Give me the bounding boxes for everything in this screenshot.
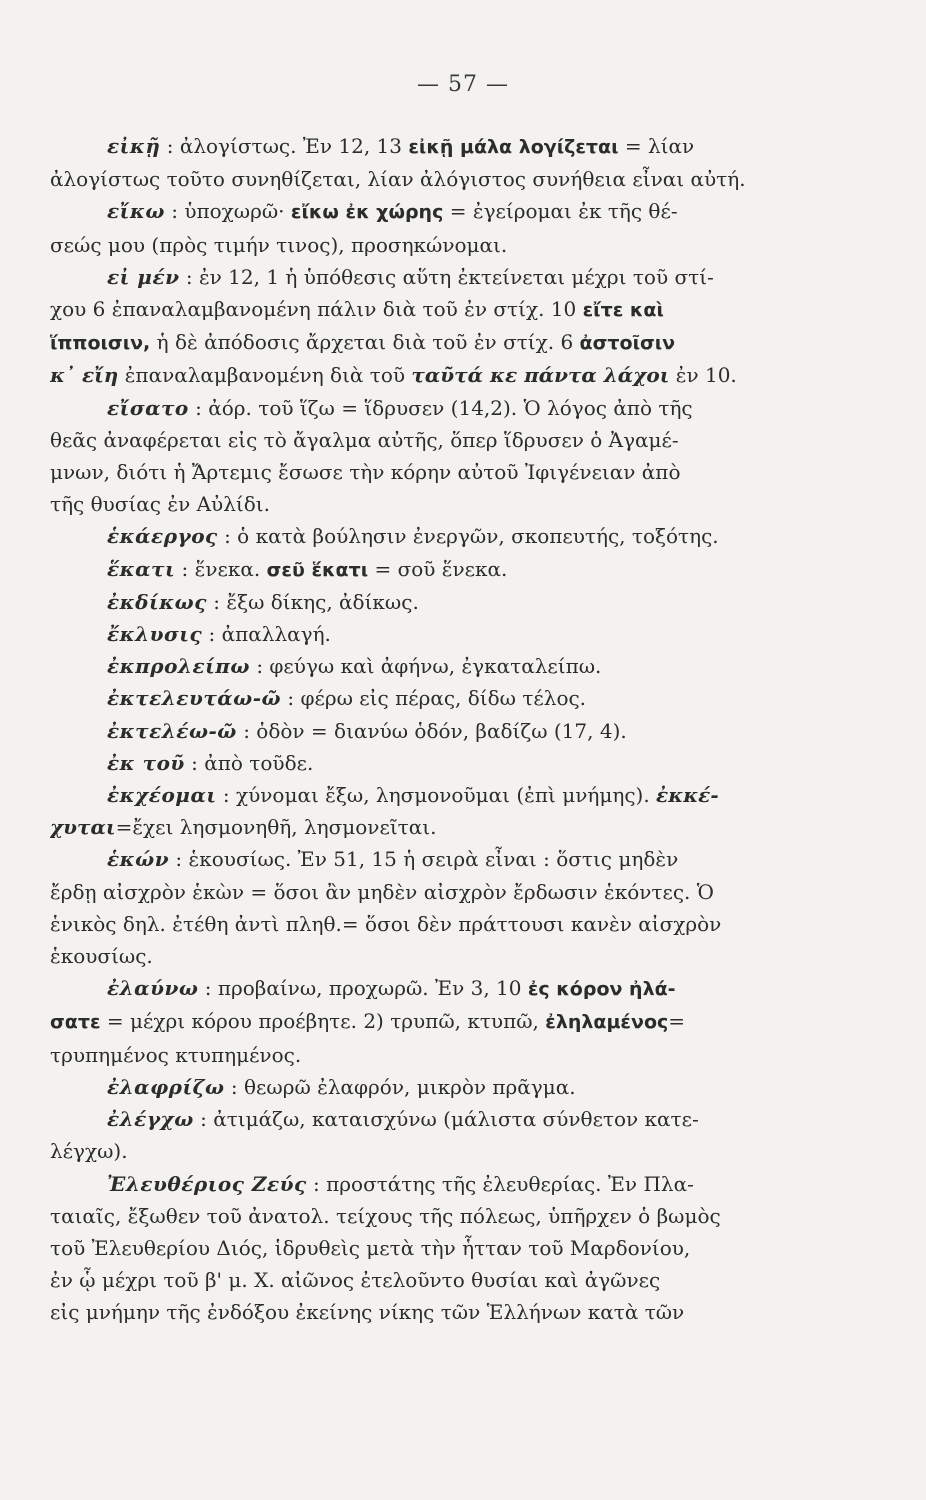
quoted-phrase: σεῦ ἕκατι bbox=[266, 558, 369, 581]
definition-text: : προστάτης τῆς ἐλευθερίας. Ἐν Πλα- bbox=[306, 1171, 694, 1196]
entry-line bbox=[50, 1200, 767, 1232]
entry-line bbox=[107, 195, 767, 228]
quoted-phrase: σατε bbox=[50, 1011, 101, 1034]
quoted-phrase: ἐς κόρον ἠλά- bbox=[527, 978, 676, 1001]
entry-line bbox=[50, 359, 767, 391]
quoted-phrase: εἰκῇ μάλα λογίζεται bbox=[408, 136, 619, 158]
definition-text: ἀλογίστως τοῦτο συνηθίζεται, λίαν ἀλόγιστος συνήθεια εἶναι αὐτή. bbox=[50, 167, 746, 192]
headword: ἐκδίκως bbox=[107, 589, 207, 614]
definition-text: χου 6 ἐπαναλαμβανομένη πάλιν διὰ τοῦ ἐν στίχ. 10 bbox=[50, 297, 583, 322]
definition-text: : ἀπὸ τοῦδε. bbox=[184, 750, 314, 775]
definition-text: = λίαν bbox=[618, 134, 695, 158]
entry-eiko bbox=[50, 195, 767, 260]
definition-text: ἐν ᾧ μέχρι τοῦ β' μ. Χ. αἰῶνος ἐτελοῦντο θυσίαι καὶ ἀγῶνες bbox=[50, 1268, 661, 1293]
entry-line bbox=[107, 779, 767, 811]
entry-ekdikos bbox=[107, 586, 767, 618]
entry-eike bbox=[50, 130, 767, 195]
entry-line bbox=[50, 1039, 767, 1071]
definition-text: : ἀτιμάζω, καταισχύνω (μάλιστα σύνθετον κατε- bbox=[193, 1107, 699, 1132]
entry-line bbox=[107, 682, 767, 714]
entry-ekon bbox=[50, 843, 767, 972]
headword: ἐκ τοῦ bbox=[107, 750, 185, 775]
definition-text: τρυπημένος κτυπημένος. bbox=[50, 1042, 302, 1067]
definition-text: τῆς θυσίας ἐν Αὐλίδι. bbox=[50, 492, 270, 517]
definition-text: : φέρω εἰς πέρας, δίδω τέλος. bbox=[281, 686, 587, 711]
entry-ek-tou bbox=[107, 747, 767, 779]
entry-line bbox=[107, 972, 767, 1005]
definition-text: =ἔχει λησμονηθῆ, λησμονεῖται. bbox=[115, 815, 437, 840]
definition-text: ἡ δὲ ἀπόδοσις ἄρχεται διὰ τοῦ ἐν στίχ. 6 bbox=[150, 330, 580, 355]
headword: ἐκπρολείπω bbox=[107, 654, 250, 679]
definition-text: : ἐν 12, 1 ἡ ὑπόθεσις αὕτη ἐκτείνεται μέχρι τοῦ στί- bbox=[179, 264, 714, 289]
entry-ekproleipo bbox=[107, 650, 767, 682]
entry-ekati bbox=[107, 553, 767, 586]
definition-text: εἰς μνήμην τῆς ἐνδόξου ἐκείνης νίκης τῶν Ἑλλήνων κατὰ τῶν bbox=[50, 1300, 685, 1325]
headword: ἑκών bbox=[107, 847, 170, 872]
definition-text: = σοῦ ἕνεκα. bbox=[368, 556, 508, 581]
entry-line bbox=[50, 940, 767, 972]
entry-ekteleutao bbox=[107, 682, 767, 714]
entry-elaphrizo bbox=[107, 1071, 767, 1103]
entry-line bbox=[50, 1005, 767, 1038]
entry-line bbox=[50, 1264, 767, 1296]
definition-text: ταιαῖς, ἔξωθεν τοῦ ἀνατολ. τείχους τῆς πόλεως, ὑπῆρχεν ὁ βωμὸς bbox=[50, 1203, 721, 1228]
entry-line bbox=[50, 293, 767, 326]
entry-line bbox=[50, 1232, 767, 1264]
quoted-phrase: κ᾽ εἴη bbox=[50, 363, 119, 388]
headword: εἴσατο bbox=[107, 395, 189, 420]
headword: ἑκάεργος bbox=[107, 524, 218, 549]
entry-line bbox=[50, 811, 767, 843]
glossary-entries bbox=[50, 130, 767, 1329]
entry-ekaergos bbox=[107, 520, 767, 552]
entry-line bbox=[50, 163, 767, 195]
entry-elauno bbox=[50, 972, 767, 1071]
entry-line bbox=[50, 326, 767, 359]
headword: ἐκτελευτάω-ῶ bbox=[107, 686, 282, 711]
entry-line bbox=[107, 618, 767, 650]
definition-text: : ἀπαλλαγή. bbox=[202, 622, 331, 647]
definition-text: : φεύγω καὶ ἀφήνω, ἐγκαταλείπω. bbox=[249, 654, 602, 679]
headword: ἐλέγχω bbox=[107, 1107, 194, 1132]
entry-line bbox=[50, 876, 767, 908]
page-number: — 57 — bbox=[417, 72, 509, 97]
definition-text: τοῦ Ἐλευθερίου Διός, ἱδρυθεὶς μετὰ τὴν ἧτταν τοῦ Μαρδονίου, bbox=[50, 1235, 691, 1260]
definition-text: λέγχω). bbox=[50, 1139, 128, 1164]
quoted-phrase: εἴτε καὶ bbox=[582, 299, 664, 322]
quoted-phrase: ἀστοῖσιν bbox=[579, 332, 676, 355]
definition-text: = ἐγείρομαι ἐκ τῆς θέ- bbox=[443, 199, 678, 224]
entry-line bbox=[107, 1071, 767, 1103]
entry-line bbox=[107, 392, 767, 424]
definition-text: = bbox=[668, 1009, 686, 1034]
entry-line bbox=[107, 520, 767, 552]
entry-elencho bbox=[50, 1103, 767, 1167]
entry-line bbox=[50, 424, 767, 456]
headword: Ἐλευθέριος Ζεύς bbox=[107, 1171, 307, 1196]
entry-ekcheomai bbox=[50, 779, 767, 843]
entry-line bbox=[107, 261, 767, 293]
definition-text: : ἀόρ. τοῦ ἵζω = ἵδρυσεν (14,2). Ὁ λόγος ἀπὸ τῆς bbox=[188, 395, 693, 420]
entry-ei-men bbox=[50, 261, 767, 392]
headword: ἐκχέομαι bbox=[107, 783, 217, 808]
headword: εἰκῇ bbox=[107, 134, 161, 158]
entry-ekteleo bbox=[107, 715, 767, 747]
definition-text: : ἑκουσίως. Ἐν 51, 15 ἡ σειρὰ εἶναι : ὅστις μηδὲν bbox=[169, 847, 679, 872]
definition-text: ἔρδῃ αἰσχρὸν ἑκὼν = ὅσοι ἂν μηδὲν αἰσχρὸν ἔρδωσιν ἑκόντες. Ὁ bbox=[50, 879, 714, 904]
definition-text: : προβαίνω, προχωρῶ. Ἐν 3, 10 bbox=[198, 976, 528, 1001]
headword: ἔκλυσις bbox=[107, 622, 203, 647]
definition-text: : ἕνεκα. bbox=[175, 556, 267, 581]
headword: ἕκατι bbox=[107, 556, 176, 581]
entry-eleutherios bbox=[50, 1168, 767, 1329]
definition-text: : θεωρῶ ἐλαφρόν, μικρὸν πρᾶγμα. bbox=[224, 1074, 576, 1099]
quoted-phrase: χυται bbox=[50, 815, 116, 840]
definition-text: : ὁδὸν = διανύω ὁδόν, βαδίζω (17, 4). bbox=[236, 718, 627, 743]
headword: ἐλαφρίζω bbox=[107, 1074, 225, 1099]
quoted-phrase: εἴκω ἐκ χώρης bbox=[290, 201, 444, 224]
entry-line bbox=[50, 1296, 767, 1328]
entry-line bbox=[107, 747, 767, 779]
headword: εἰ μέν bbox=[107, 264, 180, 289]
entry-line bbox=[107, 130, 767, 163]
entry-eisato bbox=[50, 392, 767, 521]
quoted-phrase: ταῦτά κε πάντα λάχοι bbox=[411, 363, 670, 388]
entry-eklysis bbox=[107, 618, 767, 650]
headword: εἴκω bbox=[107, 199, 165, 224]
entry-line bbox=[50, 229, 767, 261]
definition-text: : χύνομαι ἔξω, λησμονοῦμαι (ἐπὶ μνήμης). bbox=[216, 783, 657, 808]
entry-line bbox=[107, 553, 767, 586]
entry-line bbox=[107, 1168, 767, 1200]
entry-line bbox=[50, 908, 767, 940]
headword: ἐλαύνω bbox=[107, 976, 199, 1001]
definition-text: μνων, διότι ἡ Ἄρτεμις ἔσωσε τὴν κόρην αὐτοῦ Ἰφιγένειαν ἀπὸ bbox=[50, 460, 681, 485]
definition-text: : ἀλογίστως. Ἐν 12, 13 bbox=[160, 134, 409, 158]
quoted-phrase: ἐληλαμένος bbox=[545, 1011, 669, 1034]
headword: ἐκτελέω-ῶ bbox=[107, 718, 237, 743]
entry-line bbox=[107, 1103, 767, 1135]
quoted-phrase: ἵπποισιν, bbox=[50, 332, 151, 355]
entry-line bbox=[50, 488, 767, 520]
definition-text: : ὁ κατὰ βούλησιν ἐνεργῶν, σκοπευτής, τοξότης. bbox=[217, 524, 719, 549]
definition-text: σεώς μου (πρὸς τιμήν τινος), προσηκώνομαι. bbox=[50, 232, 508, 257]
entry-line bbox=[107, 843, 767, 875]
definition-text: = μέχρι κόρου προέβητε. 2) τρυπῶ, κτυπῶ, bbox=[100, 1009, 546, 1034]
definition-text: ἑκουσίως. bbox=[50, 944, 153, 969]
definition-text: ἑνικὸς δηλ. ἐτέθη ἀντὶ πληθ.= ὅσοι δὲν πράττουσι κανὲν αἰσχρὸν bbox=[50, 911, 722, 936]
quoted-phrase: ἐκκέ- bbox=[656, 783, 719, 808]
entry-line bbox=[107, 586, 767, 618]
entry-line bbox=[50, 1135, 767, 1167]
definition-text: : ὑποχωρῶ· bbox=[164, 199, 291, 224]
entry-line bbox=[107, 650, 767, 682]
definition-text: ἐπαναλαμβανομένη διὰ τοῦ bbox=[118, 363, 412, 388]
entry-line bbox=[50, 456, 767, 488]
definition-text: : ἔξω δίκης, ἀδίκως. bbox=[206, 589, 419, 614]
definition-text: θεᾶς ἀναφέρεται εἰς τὸ ἄγαλμα αὐτῆς, ὅπερ ἵδρυσεν ὁ Ἀγαμέ- bbox=[50, 427, 679, 452]
definition-text: ἐν 10. bbox=[669, 363, 737, 388]
entry-line bbox=[107, 715, 767, 747]
